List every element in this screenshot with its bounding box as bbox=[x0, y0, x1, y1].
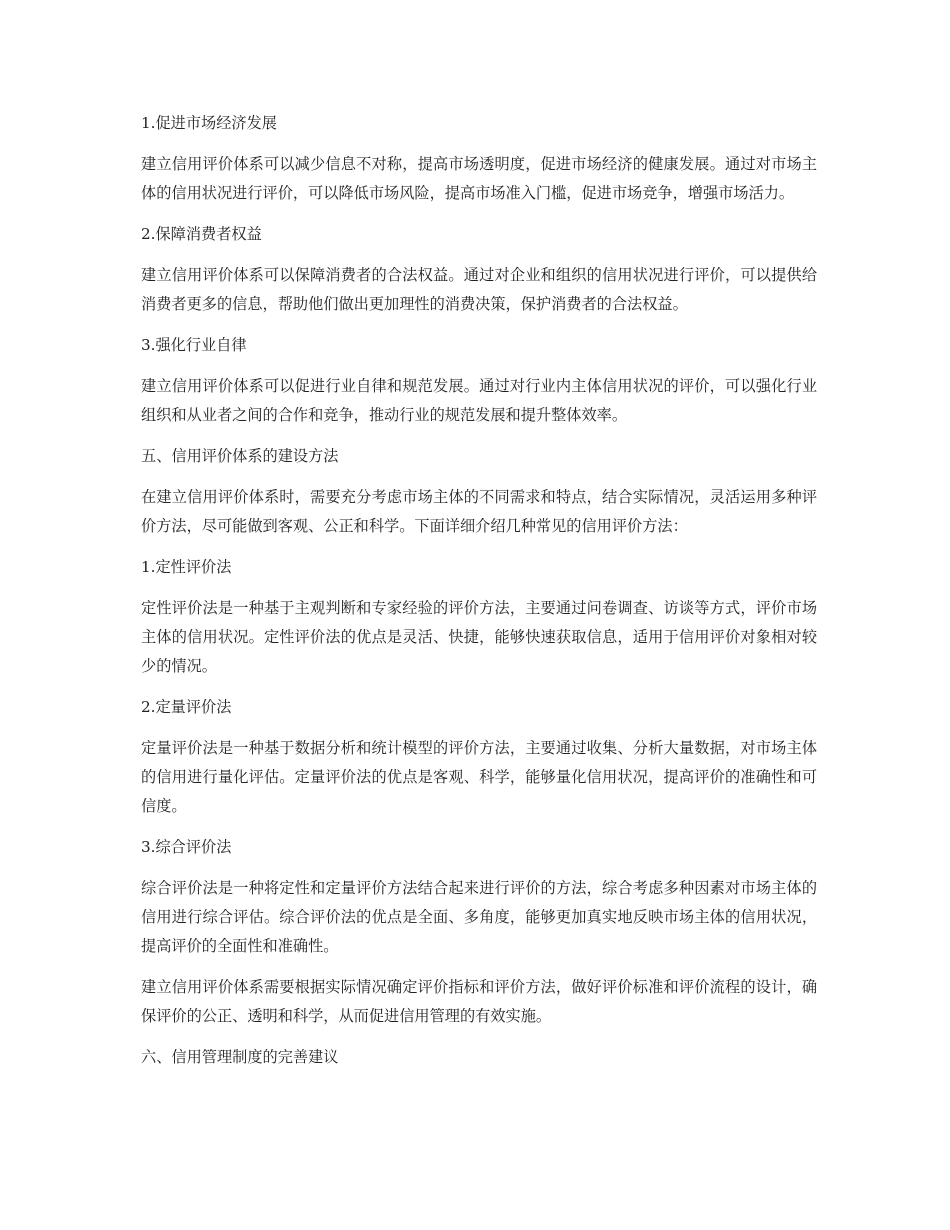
paragraph: 建立信用评价体系可以减少信息不对称，提高市场透明度，促进市场经济的健康发展。通过对市场主体的信用状况进行评价，可以降低市场风险，提高市场准入门槛，促进市场竞争，增强市场活力。 bbox=[141, 155, 817, 202]
document-body bbox=[141, 109, 817, 1072]
paragraph: 定量评价法是一种基于数据分析和统计模型的评价方法，主要通过收集、分析大量数据，对市场主体的信用进行量化评估。定量评价法的优点是客观、科学，能够量化信用状况，提高评价的准确性和可信度。 bbox=[141, 739, 817, 815]
paragraph: 建立信用评价体系需要根据实际情况确定评价指标和评价方法，做好评价标准和评价流程的设计，确保评价的公正、透明和科学，从而促进信用管理的有效实施。 bbox=[141, 978, 817, 1025]
paragraph: 定性评价法是一种基于主观判断和专家经验的评价方法，主要通过问卷调查、访谈等方式，评价市场主体的信用状况。定性评价法的优点是灵活、快捷，能够快速获取信息，适用于信用评价对象相对较少的情况。 bbox=[141, 599, 817, 675]
paragraph: 综合评价法是一种将定性和定量评价方法结合起来进行评价的方法，综合考虑多种因素对市场主体的信用进行综合评估。综合评价法的优点是全面、多角度，能够更加真实地反映市场主体的信用状况，提高评价的全面性和准确性。 bbox=[141, 879, 817, 955]
chapter-heading: 五、信用评价体系的建设方法 bbox=[141, 447, 339, 465]
section-heading: 1.促进市场经济发展 bbox=[141, 114, 277, 132]
paragraph: 建立信用评价体系可以促进行业自律和规范发展。通过对行业内主体信用状况的评价，可以强化行业组织和从业者之间的合作和竞争，推动行业的规范发展和提升整体效率。 bbox=[141, 377, 817, 424]
section-heading: 3.强化行业自律 bbox=[141, 336, 247, 354]
paragraph: 建立信用评价体系可以保障消费者的合法权益。通过对企业和组织的信用状况进行评价，可以提供给消费者更多的信息，帮助他们做出更加理性的消费决策，保护消费者的合法权益。 bbox=[141, 266, 817, 313]
section-heading: 1.定性评价法 bbox=[141, 558, 232, 576]
paragraph: 在建立信用评价体系时，需要充分考虑市场主体的不同需求和特点，结合实际情况，灵活运用多种评价方法，尽可能做到客观、公正和科学。下面详细介绍几种常见的信用评价方法： bbox=[141, 488, 817, 535]
section-heading: 2.定量评价法 bbox=[141, 698, 232, 716]
section-heading: 3.综合评价法 bbox=[141, 838, 232, 856]
section-heading: 2.保障消费者权益 bbox=[141, 225, 262, 243]
chapter-heading: 六、信用管理制度的完善建议 bbox=[141, 1048, 339, 1066]
